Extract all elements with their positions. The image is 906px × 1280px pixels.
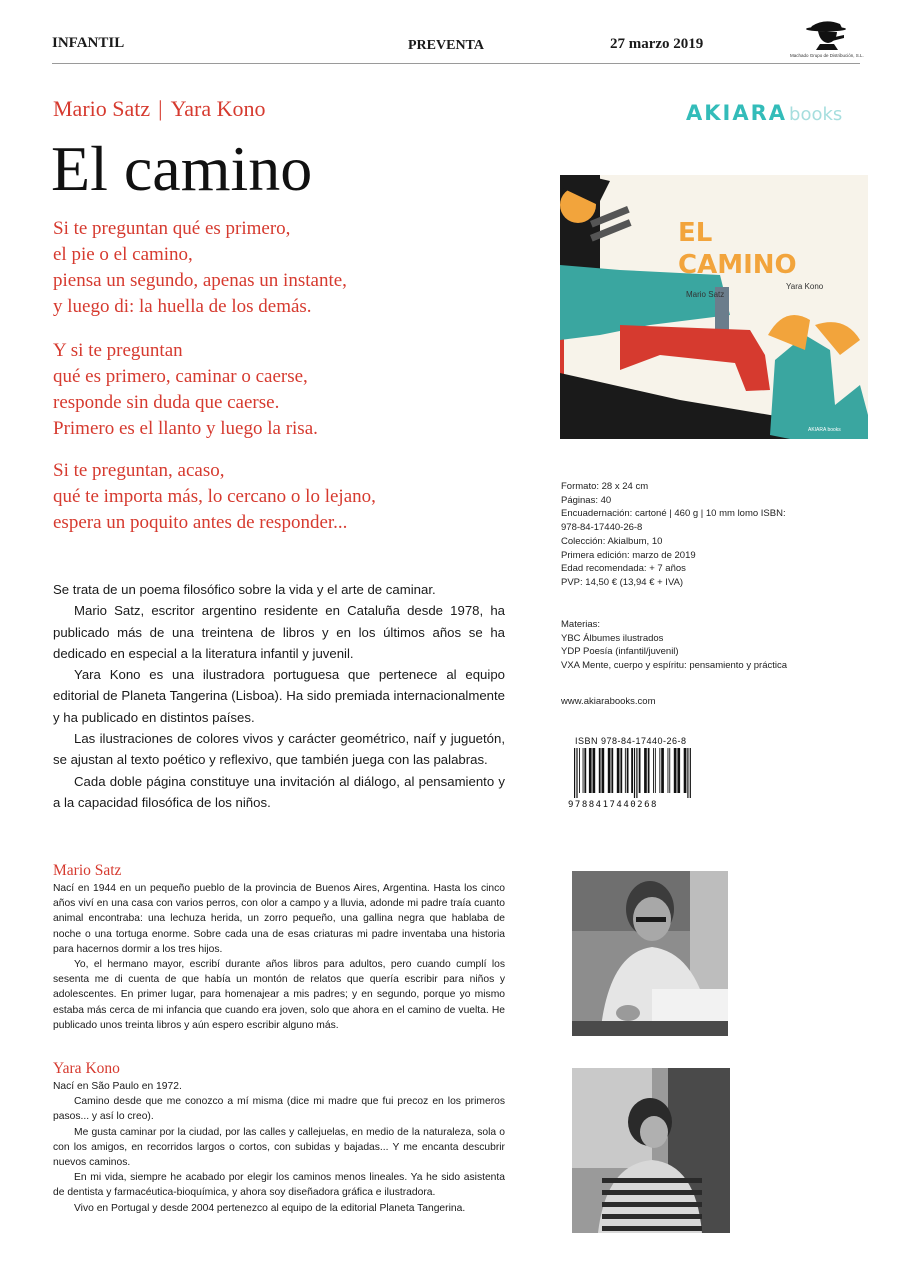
poem-line: piensa un segundo, apenas un instante, (53, 270, 347, 291)
distributor-name: Machado Grupo de Distribución, S.L. (790, 53, 864, 58)
barcode-bar (634, 748, 635, 798)
description-paragraph: Cada doble página constituye una invitación al diálogo, al pensamiento y a la capacidad filosófica de los niños. (53, 773, 505, 810)
barcode-bar (631, 748, 633, 793)
poem-line: responde sin duda que caerse. (53, 392, 280, 413)
category-label: INFANTIL (52, 35, 125, 51)
bio-paragraph: Nací en 1944 en un pequeño pueblo de la provincia de Buenos Aires, Argentina. Hasta los cinco años viví en una casa con varios perros, con olor a campo y a lluvia, adonde mi padre traía cuanto animal encontraba: una lechuza herida, un zorro pequeño, una gallina negra que hablaba de noche o una tortuga enorme. Sobre cada una de esas criaturas mi padre inventaba una historia para hacernos dormir a los tres hijos. (53, 883, 505, 955)
illustrator-bio-heading: Yara Kono (53, 1060, 120, 1077)
spec-pages: Páginas: 40 (561, 494, 612, 506)
publisher-logo-sub: books (789, 104, 843, 125)
description-paragraph: Las ilustraciones de colores vivos y carácter geométrico, naíf y juguetón, se ajustan al texto poético y reflexivo, que también juega con las palabras. (53, 731, 505, 768)
poem-stanza-3 (53, 458, 376, 536)
illustrator-photo (572, 1068, 730, 1233)
author-bio (53, 881, 505, 1033)
poem-line: qué te importa más, lo cercano o lo lejano, (53, 486, 376, 507)
bio-paragraph: En mi vida, siempre he acabado por elegir los caminos menos lineales. Ya he sido asistenta de dentista y farmacéutica-bioquímica, y ahora soy diseñadora gráfica e ilustradora. (53, 1172, 505, 1199)
poem-line: espera un poquito antes de responder... (53, 512, 348, 533)
spec-collection: Colección: Akialbum, 10 (561, 535, 663, 547)
author-photo (572, 871, 728, 1036)
barcode-bar (625, 748, 626, 793)
barcode-bar (659, 748, 660, 793)
website-link[interactable]: www.akiarabooks.com (561, 696, 656, 707)
barcode-bar (636, 748, 637, 798)
barcode-bar (687, 748, 688, 798)
spec-age: Edad recomendada: + 7 años (561, 563, 686, 575)
book-description (53, 579, 505, 813)
author-photo-image (572, 871, 728, 1036)
poem-line: Y si te preguntan (53, 340, 183, 361)
spec-binding: Encuadernación: cartoné | 460 g | 10 mm lomo ISBN: (561, 508, 786, 520)
description-paragraph: Yara Kono es una ilustradora portuguesa que pertenece al equipo editorial de Planeta Tangerina (Lisboa). Ha sido premiada internacionalmente y ha publicado en distintos países. (53, 667, 505, 725)
page-header (52, 30, 864, 64)
cover-author: Mario Satz (686, 290, 725, 299)
poem-line: qué es primero, caminar o caerse, (53, 366, 308, 387)
barcode-bar (589, 748, 592, 793)
distributor-logo (790, 16, 864, 62)
subject-label: Materias: (561, 619, 601, 630)
book-cover-image (560, 175, 868, 439)
subject-codes (561, 618, 861, 673)
barcode-bar (690, 748, 691, 798)
barcode-bar (620, 748, 622, 793)
barcode-bar (644, 748, 647, 793)
bio-paragraph: Camino desde que me conozco a mí misma (dice mi madre que fui precoz en los primeros pasos... y así lo creo). (53, 1096, 505, 1123)
spec-format: Formato: 28 x 24 cm (561, 481, 649, 492)
barcode-bar (661, 748, 664, 793)
publisher-logo (686, 101, 842, 125)
barcode-bar (617, 748, 620, 793)
barcode-bar (669, 748, 670, 793)
book-title: El camino (51, 133, 313, 204)
description-paragraph: Se trata de un poema filosófico sobre la vida y el arte de caminar. (53, 582, 436, 597)
book-specs (561, 480, 861, 590)
barcode-bar (684, 748, 687, 793)
spec-first-edition: Primera edición: marzo de 2019 (561, 549, 696, 561)
barcode-bar (576, 748, 577, 798)
barcode-bar (579, 748, 580, 793)
barcode-bar (599, 748, 601, 793)
subject-item: VXA Mente, cuerpo y espíritu: pensamiento y práctica (561, 660, 788, 672)
barcode-bar (593, 748, 596, 793)
barcode-bar (655, 748, 656, 793)
authors-separator: | (158, 96, 163, 121)
barcode-bar (674, 748, 677, 793)
presale-label: PREVENTA (408, 38, 484, 53)
poem-line: Primero es el llanto y luego la risa. (53, 418, 318, 439)
bio-paragraph: Yo, el hermano mayor, escribí durante años libros para adultos, pero cuando cumplí los sesenta me di cuenta de que había un montón de relatos que quería escribir para niños y adolescentes. En primer lugar, para homenajear a mis padres; y en segundo, porque yo mismo estaba más cerca de mi infancia que cuando era joven, solo que ahora en el camino de vuelta. He publicado unos treinta libros y aún espero escribir alguno más. (53, 959, 505, 1031)
cover-illustrator: Yara Kono (786, 282, 824, 291)
distributor-logo-icon (790, 16, 860, 52)
bio-paragraph: Vivo en Portugal y desde 2004 pertenezco al equipo de la editorial Planeta Tangerina. (74, 1202, 466, 1214)
cover-publisher: AKIARA books (808, 427, 841, 433)
illustrator-bio (53, 1079, 505, 1216)
poem-line: el pie o el camino, (53, 244, 193, 265)
barcode-bar (648, 748, 650, 793)
illustrator-name: Yara Kono (170, 96, 266, 121)
poem-line: Si te preguntan, acaso, (53, 460, 225, 481)
spec-isbn: 978-84-17440-26-8 (561, 522, 643, 534)
book-authors (53, 96, 266, 122)
barcode-bar (574, 748, 575, 798)
poem-stanza-1 (53, 216, 347, 320)
poem-stanza-2 (53, 338, 318, 442)
bio-paragraph: Nací en São Paulo en 1972. (53, 1081, 182, 1092)
barcode-bar (611, 748, 613, 793)
poem-line: Si te preguntan qué es primero, (53, 218, 291, 239)
barcode-bar (602, 748, 605, 793)
book-cover-illustration (560, 175, 868, 439)
poem-line: y luego di: la huella de los demás. (53, 296, 312, 317)
barcode-bar (668, 748, 669, 793)
author-name: Mario Satz (53, 96, 151, 121)
barcode-bar (583, 748, 584, 793)
isbn-label: ISBN 978-84-17440-26-8 (575, 736, 687, 746)
barcode-bar (639, 748, 641, 793)
publisher-logo-main: AKIARA (686, 101, 788, 125)
isbn-digits: 9788417440268 (568, 800, 658, 810)
illustrator-photo-image (572, 1068, 730, 1233)
bio-paragraph: Me gusta caminar por la ciudad, por las calles y callejuelas, en medio de la naturaleza, sola o con los amigos, en recorridos largos o cortos, con subidas y bajadas... Y me encanta descubrir nuevos caminos. (53, 1126, 505, 1169)
subject-item: YBC Álbumes ilustrados (561, 632, 664, 644)
cover-title-line-1: EL (678, 218, 713, 248)
author-bio-heading: Mario Satz (53, 862, 122, 879)
barcode-bar (653, 748, 654, 793)
release-date: 27 marzo 2019 (610, 36, 704, 52)
description-paragraph: Mario Satz, escritor argentino residente en Cataluña desde 1978, ha publicado más de una treintena de libros y en los últimos años se ha dedicado en especial a la literatura infantil y juvenil. (53, 603, 505, 661)
barcode-bar (627, 748, 629, 793)
barcode-bar (677, 748, 680, 793)
barcode-icon (572, 748, 692, 798)
spec-price: PVP: 14,50 € (13,94 € + IVA) (561, 576, 684, 588)
barcode-bar (608, 748, 611, 793)
cover-title-line-2: CAMINO (678, 250, 797, 280)
barcode-bar (584, 748, 586, 793)
subject-item: YDP Poesía (infantil/juvenil) (561, 646, 679, 658)
